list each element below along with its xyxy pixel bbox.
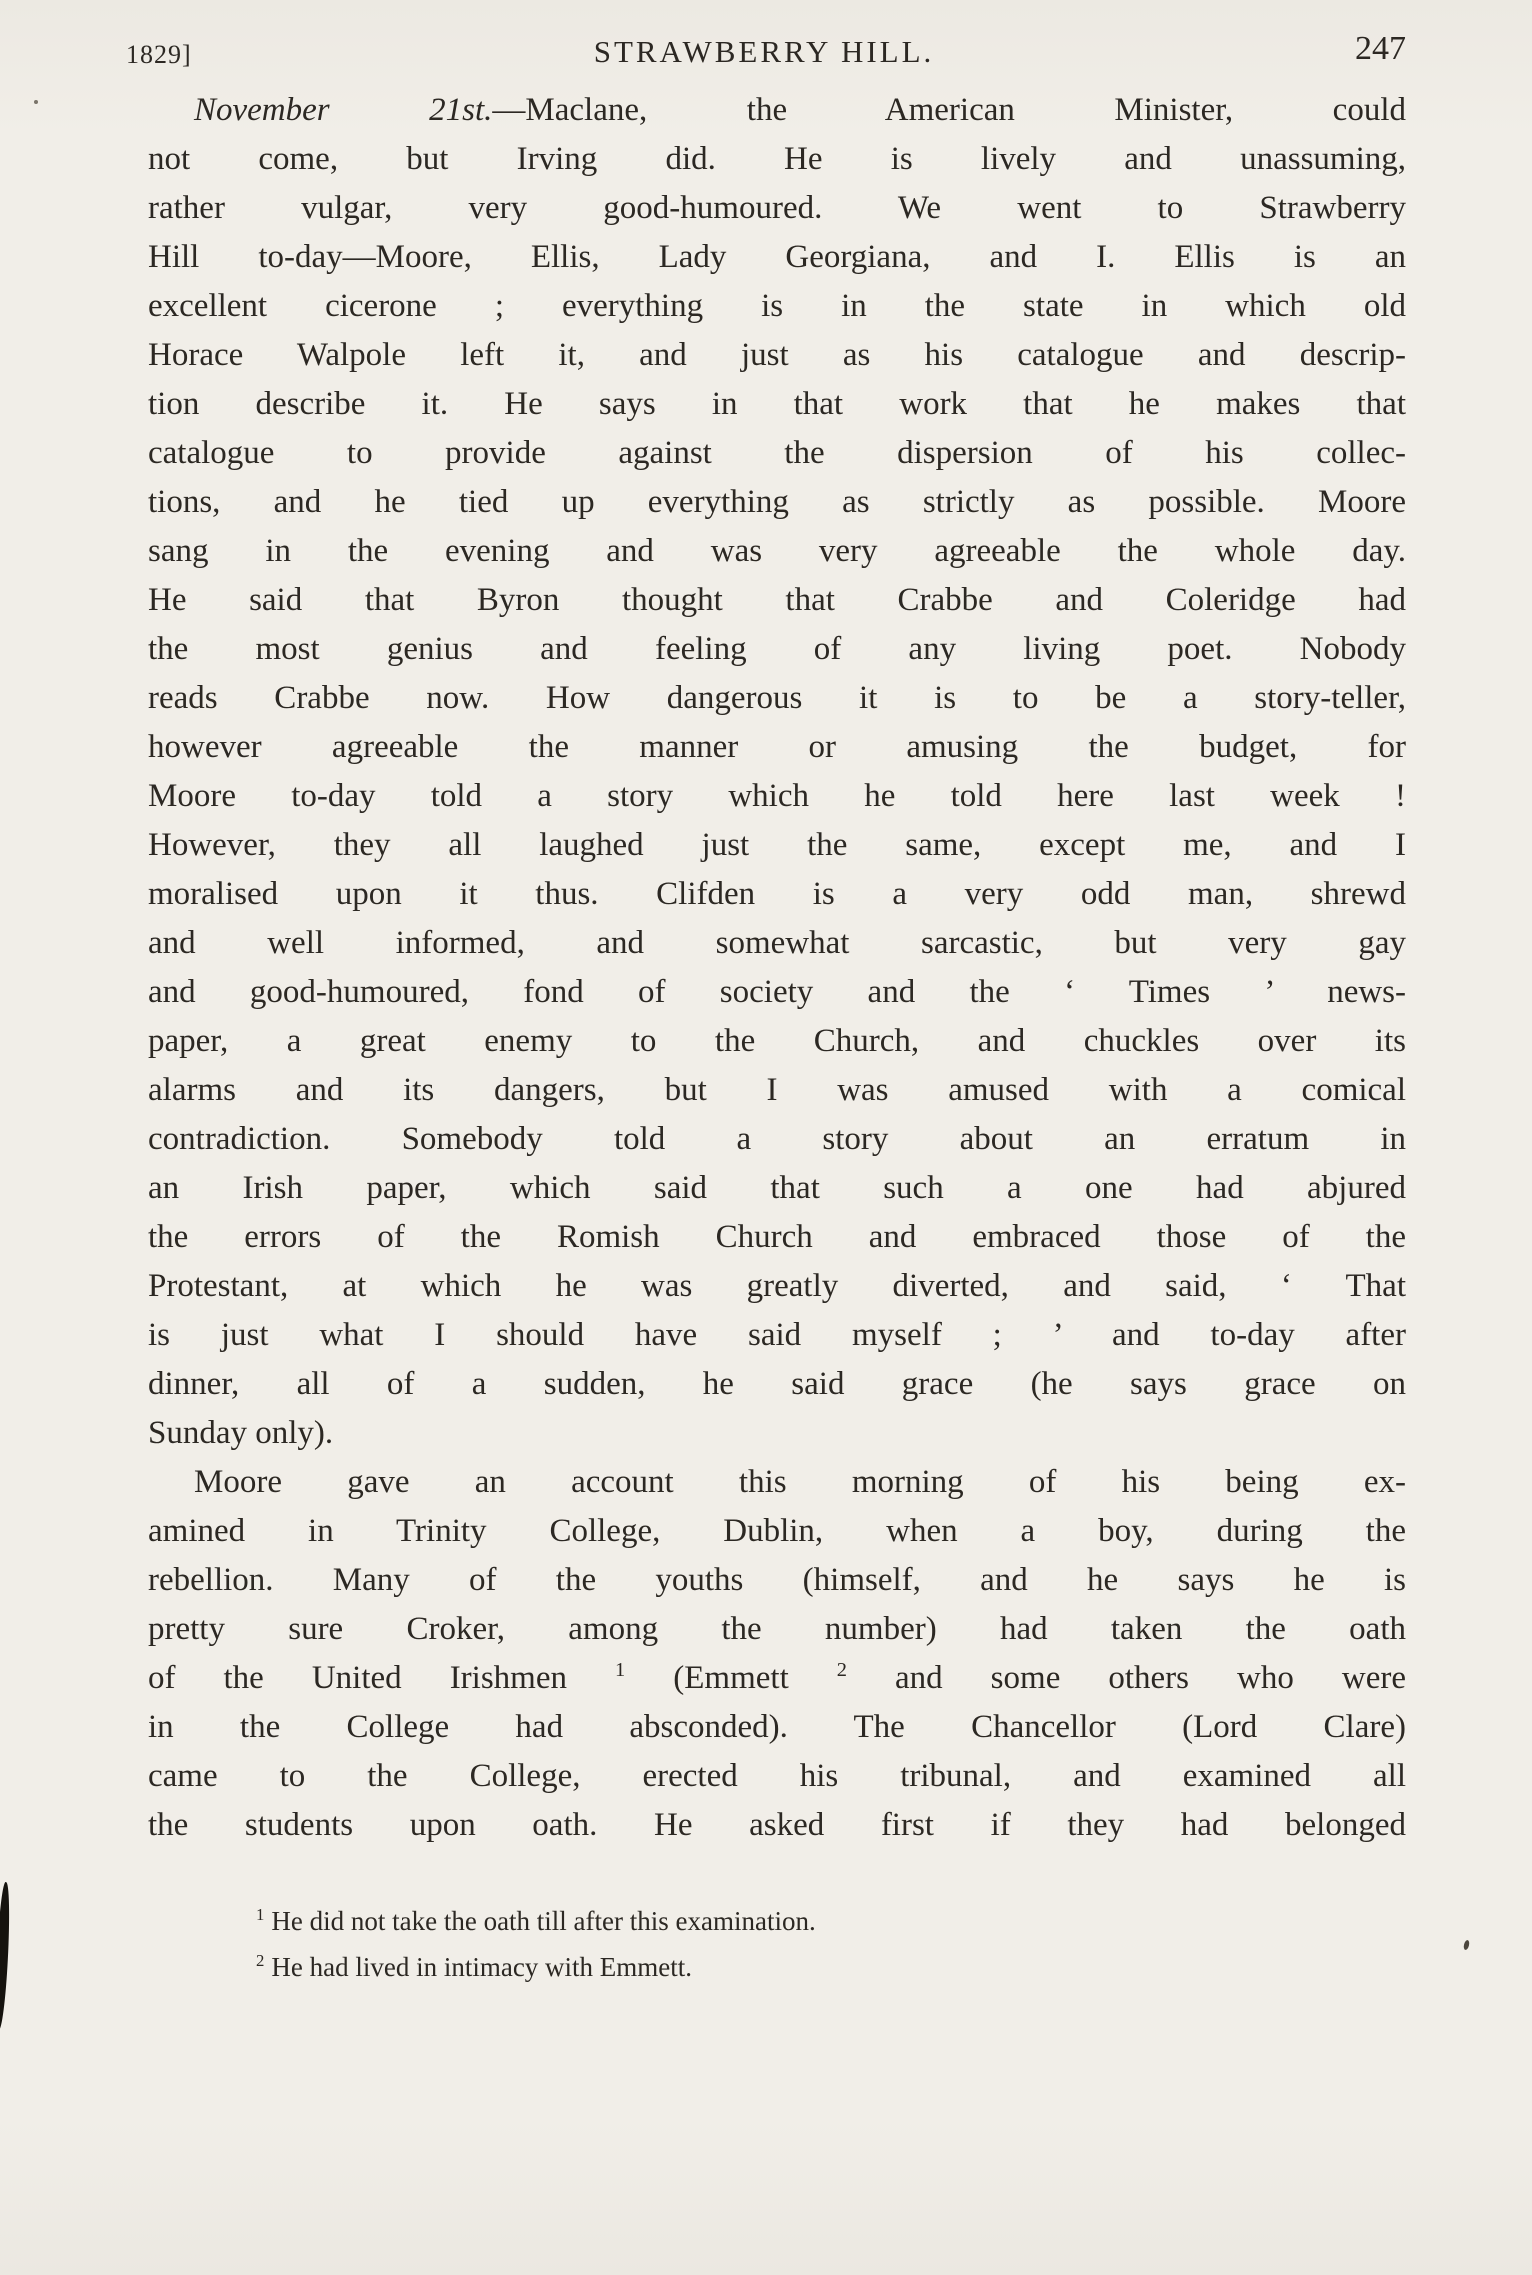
footnote-text: He had lived in intimacy with Emmett. (271, 1952, 693, 1982)
text-segment: in the College had absconded). The Chancellor (Lord Clare) (148, 1709, 1406, 1745)
text-segment: reads Crabbe now. How dangerous it is to be a story-teller, (148, 680, 1406, 716)
text-segment: however agreeable the manner or amusing the budget, for (148, 729, 1406, 765)
header-year: 1829] (126, 40, 192, 69)
text-segment: rebellion. Many of the youths (himself, and he says he is (148, 1562, 1406, 1598)
text-segment: (Emmett (625, 1660, 837, 1696)
text-segment: contradiction. Somebody told a story about an erratum in (148, 1121, 1406, 1157)
text-segment: and good-humoured, fond of society and the ‘ Times ’ news- (148, 974, 1406, 1010)
text-segment: tion describe it. He says in that work that he makes that (148, 386, 1406, 422)
footnote-marker: 1 (256, 1905, 265, 1924)
text-segment: alarms and its dangers, but I was amused with a comical (148, 1072, 1406, 1108)
text-line (148, 1703, 1406, 1752)
text-segment: Protestant, at which he was greatly diverted, and said, ‘ That (148, 1268, 1406, 1304)
footnote-reference: 1 (615, 1659, 626, 1681)
scan-ink-mark (0, 1882, 12, 2030)
text-line (148, 919, 1406, 968)
text-line (148, 86, 1406, 135)
text-line (148, 723, 1406, 772)
text-segment: dinner, all of a sudden, he said grace (he says grace on (148, 1366, 1406, 1402)
text-line (148, 1556, 1406, 1605)
text-line (148, 1752, 1406, 1801)
text-line (148, 478, 1406, 527)
text-segment: Moore to-day told a story which he told here last week ! (148, 778, 1406, 814)
text-segment: and some others who were (846, 1660, 1406, 1696)
text-segment: amined in Trinity College, Dublin, when a boy, during the (148, 1513, 1406, 1549)
scan-speck (34, 100, 38, 104)
text-line (148, 1017, 1406, 1066)
text-line (148, 282, 1406, 331)
text-line (148, 1507, 1406, 1556)
text-line (148, 1213, 1406, 1262)
text-line (148, 625, 1406, 674)
text-segment: Hill to-day—Moore, Ellis, Lady Georgiana, and I. Ellis is an (148, 239, 1406, 275)
text-segment: rather vulgar, very good-humoured. We went to Strawberry (148, 190, 1406, 226)
text-segment: tions, and he tied up everything as strictly as possible. Moore (148, 484, 1406, 520)
text-segment: moralised upon it thus. Clifden is a very odd man, shrewd (148, 876, 1406, 912)
text-segment: Horace Walpole left it, and just as his catalogue and descrip- (148, 337, 1406, 373)
footnotes (256, 1898, 1356, 1990)
header-page-number: 247 (1355, 30, 1406, 67)
footnote-2 (256, 1944, 1356, 1990)
text-segment: excellent cicerone ; everything is in the state in which old (148, 288, 1406, 324)
footnote-text: He did not take the oath till after this examination. (271, 1906, 816, 1936)
text-line (148, 184, 1406, 233)
text-line (148, 1801, 1406, 1850)
text-segment: an Irish paper, which said that such a one had abjured (148, 1170, 1406, 1206)
scan-speck (1463, 1940, 1470, 1951)
text-segment: the students upon oath. He asked first if they had belonged (148, 1807, 1406, 1843)
text-segment: catalogue to provide against the dispersion of his collec- (148, 435, 1406, 471)
text-line (148, 772, 1406, 821)
text-line (148, 331, 1406, 380)
text-segment: the most genius and feeling of any living poet. Nobody (148, 631, 1406, 667)
text-line (148, 576, 1406, 625)
text-line (148, 1458, 1406, 1507)
footnote-marker: 2 (256, 1951, 265, 1970)
page-header (122, 30, 1406, 74)
text-line (148, 1360, 1406, 1409)
anecdote-paragraph (148, 1458, 1406, 1850)
text-line (148, 527, 1406, 576)
text-line (148, 968, 1406, 1017)
text-line (148, 1115, 1406, 1164)
text-line (148, 1409, 1406, 1458)
page-body (148, 86, 1406, 1850)
text-line (148, 674, 1406, 723)
text-segment: the errors of the Romish Church and embraced those of the (148, 1219, 1406, 1255)
text-segment: Sunday only). (148, 1415, 334, 1451)
diary-entry-paragraph (148, 86, 1406, 1458)
footnote-1 (256, 1898, 1356, 1944)
text-line (148, 233, 1406, 282)
text-segment: Moore gave an account this morning of his being ex- (194, 1464, 1406, 1500)
text-segment: not come, but Irving did. He is lively and unassuming, (148, 141, 1406, 177)
text-line (148, 1262, 1406, 1311)
text-line (148, 1654, 1406, 1703)
text-segment: of the United Irishmen (148, 1660, 616, 1696)
text-line (148, 821, 1406, 870)
text-segment: —Maclane, the American Minister, could (492, 92, 1406, 128)
text-line (148, 1311, 1406, 1360)
text-line (148, 429, 1406, 478)
text-line (148, 870, 1406, 919)
text-line (148, 135, 1406, 184)
text-line (148, 1066, 1406, 1115)
text-line (148, 1164, 1406, 1213)
text-segment: He said that Byron thought that Crabbe and Coleridge had (148, 582, 1406, 618)
text-segment: pretty sure Croker, among the number) had taken the oath (148, 1611, 1406, 1647)
text-segment: sang in the evening and was very agreeable the whole day. (148, 533, 1406, 569)
text-line (148, 380, 1406, 429)
text-segment: However, they all laughed just the same, except me, and I (148, 827, 1406, 863)
text-line (148, 1605, 1406, 1654)
header-title: STRAWBERRY HILL. (593, 34, 935, 69)
footnote-reference: 2 (836, 1659, 847, 1681)
text-segment: and well informed, and somewhat sarcastic, but very gay (148, 925, 1406, 961)
text-segment: paper, a great enemy to the Church, and chuckles over its (148, 1023, 1406, 1059)
date-heading: November 21st. (194, 92, 493, 128)
text-segment: came to the College, erected his tribunal, and examined all (148, 1758, 1406, 1794)
text-segment: is just what I should have said myself ; ’ and to-day after (148, 1317, 1406, 1353)
